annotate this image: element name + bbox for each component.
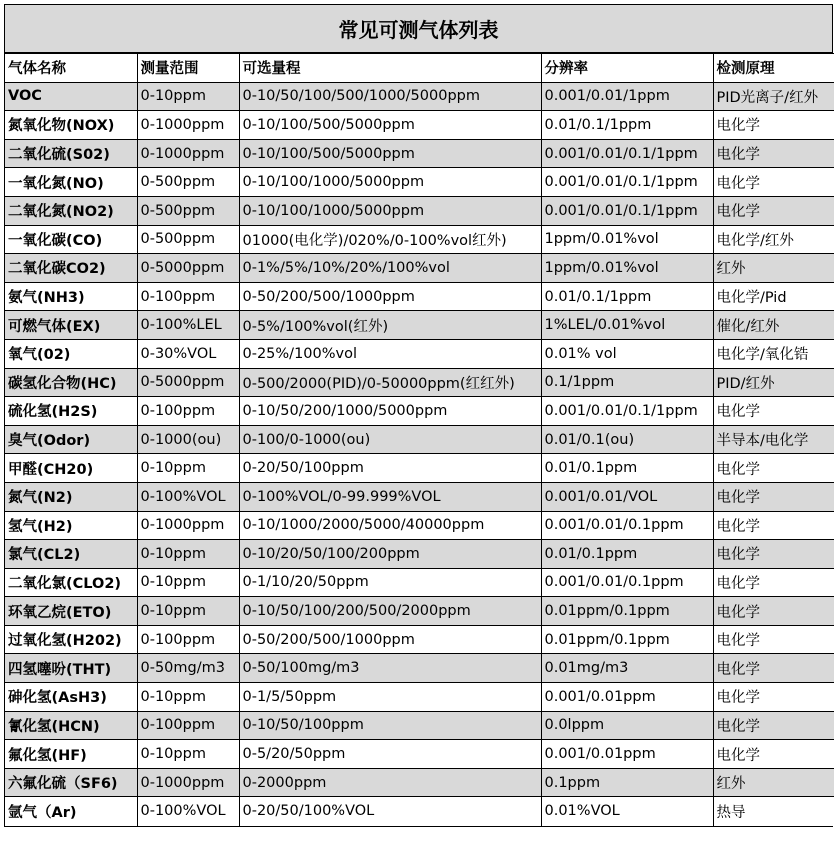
cell-gas-name: 一氧化氮(NO)	[5, 168, 137, 197]
table-row	[5, 768, 834, 797]
cell-gas-name: 氮氧化物(NOX)	[5, 111, 137, 140]
table-row	[5, 711, 834, 740]
cell-measure-range: 0-30%VOL	[137, 339, 239, 368]
table-title: 常见可测气体列表	[5, 5, 832, 53]
cell-measure-range: 0-10ppm	[137, 568, 239, 597]
table-row	[5, 625, 834, 654]
cell-optional-range: 0-1%/5%/10%/20%/100%vol	[239, 254, 541, 283]
cell-gas-name: 硫化氢(H2S)	[5, 397, 137, 426]
cell-measure-range: 0-1000ppm	[137, 511, 239, 540]
cell-principle: 电化学/红外	[713, 225, 834, 254]
table-row	[5, 368, 834, 397]
cell-resolution: 0.01% vol	[541, 339, 713, 368]
cell-measure-range: 0-100%LEL	[137, 311, 239, 340]
table-row	[5, 225, 834, 254]
cell-measure-range: 0-10ppm	[137, 597, 239, 626]
table-row	[5, 139, 834, 168]
cell-gas-name: 氰化氢(HCN)	[5, 711, 137, 740]
cell-principle: 电化学	[713, 568, 834, 597]
cell-measure-range: 0-1000ppm	[137, 111, 239, 140]
cell-measure-range: 0-1000ppm	[137, 139, 239, 168]
cell-optional-range: 0-10/50/100/200/500/2000ppm	[239, 597, 541, 626]
cell-measure-range: 0-100ppm	[137, 711, 239, 740]
cell-optional-range: 0-50/100mg/m3	[239, 654, 541, 683]
cell-principle: 热导	[713, 797, 834, 826]
cell-gas-name: 一氧化碳(CO)	[5, 225, 137, 254]
cell-resolution: 0.01/0.1ppm	[541, 540, 713, 569]
table-row	[5, 597, 834, 626]
cell-optional-range: 0-20/50/100%VOL	[239, 797, 541, 826]
cell-measure-range: 0-500ppm	[137, 168, 239, 197]
cell-measure-range: 0-10ppm	[137, 454, 239, 483]
cell-principle: 红外	[713, 768, 834, 797]
table-row	[5, 425, 834, 454]
cell-optional-range: 0-5%/100%vol(红外)	[239, 311, 541, 340]
table-row	[5, 540, 834, 569]
cell-optional-range: 0-1/10/20/50ppm	[239, 568, 541, 597]
cell-resolution: 0.001/0.01/0.1/1ppm	[541, 397, 713, 426]
cell-resolution: 0.0lppm	[541, 711, 713, 740]
cell-measure-range: 0-1000(ou)	[137, 425, 239, 454]
cell-optional-range: 0-25%/100%vol	[239, 339, 541, 368]
cell-gas-name: 砷化氢(AsH3)	[5, 683, 137, 712]
cell-gas-name: 二氧化硫(S02)	[5, 139, 137, 168]
cell-measure-range: 0-50mg/m3	[137, 654, 239, 683]
cell-gas-name: 氢气(H2)	[5, 511, 137, 540]
cell-measure-range: 0-500ppm	[137, 196, 239, 225]
cell-optional-range: 01000(电化学)/020%/0-100%vol红外)	[239, 225, 541, 254]
cell-gas-name: 氮气(N2)	[5, 482, 137, 511]
cell-optional-range: 0-10/20/50/100/200ppm	[239, 540, 541, 569]
cell-resolution: 0.1ppm	[541, 768, 713, 797]
cell-measure-range: 0-5000ppm	[137, 368, 239, 397]
cell-optional-range: 0-10/50/200/1000/5000ppm	[239, 397, 541, 426]
cell-optional-range: 0-50/200/500/1000ppm	[239, 625, 541, 654]
cell-optional-range: 0-20/50/100ppm	[239, 454, 541, 483]
cell-principle: 红外	[713, 254, 834, 283]
cell-resolution: 0.001/0.01/0.1ppm	[541, 568, 713, 597]
gas-table	[5, 53, 834, 826]
cell-principle: 电化学	[713, 683, 834, 712]
cell-optional-range: 0-10/100/500/5000ppm	[239, 111, 541, 140]
cell-measure-range: 0-1000ppm	[137, 768, 239, 797]
table-row	[5, 282, 834, 311]
cell-principle: 电化学	[713, 196, 834, 225]
cell-principle: PID光离子/红外	[713, 82, 834, 111]
cell-measure-range: 0-500ppm	[137, 225, 239, 254]
table-row	[5, 82, 834, 111]
cell-gas-name: VOC	[5, 82, 137, 111]
cell-measure-range: 0-10ppm	[137, 683, 239, 712]
cell-principle: 电化学	[713, 597, 834, 626]
cell-gas-name: 甲醛(CH20)	[5, 454, 137, 483]
cell-resolution: 0.001/0.01/VOL	[541, 482, 713, 511]
table-row	[5, 511, 834, 540]
cell-measure-range: 0-100ppm	[137, 625, 239, 654]
cell-resolution: 0.01/0.1ppm	[541, 454, 713, 483]
cell-optional-range: 0-10/1000/2000/5000/40000ppm	[239, 511, 541, 540]
cell-principle: 电化学	[713, 139, 834, 168]
cell-principle: 电化学	[713, 625, 834, 654]
cell-gas-name: 氨气(NH3)	[5, 282, 137, 311]
cell-principle: 电化学	[713, 482, 834, 511]
table-row	[5, 797, 834, 826]
cell-principle: PID/红外	[713, 368, 834, 397]
gas-list-sheet	[4, 4, 833, 827]
cell-optional-range: 0-1/5/50ppm	[239, 683, 541, 712]
header-principle: 检测原理	[713, 54, 834, 83]
table-row	[5, 311, 834, 340]
cell-optional-range: 0-10/50/100/500/1000/5000ppm	[239, 82, 541, 111]
cell-optional-range: 0-5/20/50ppm	[239, 740, 541, 769]
cell-resolution: 1ppm/0.01%vol	[541, 225, 713, 254]
cell-gas-name: 二氧化氯(CLO2)	[5, 568, 137, 597]
table-row	[5, 254, 834, 283]
cell-resolution: 0.01/0.1/1ppm	[541, 282, 713, 311]
header-row	[5, 54, 834, 83]
cell-measure-range: 0-100%VOL	[137, 797, 239, 826]
cell-principle: 半导本/电化学	[713, 425, 834, 454]
cell-measure-range: 0-100ppm	[137, 397, 239, 426]
cell-gas-name: 二氧化碳CO2)	[5, 254, 137, 283]
cell-optional-range: 0-50/200/500/1000ppm	[239, 282, 541, 311]
cell-resolution: 0.001/0.01/0.1/1ppm	[541, 196, 713, 225]
cell-principle: 电化学	[713, 454, 834, 483]
cell-gas-name: 氧气(02)	[5, 339, 137, 368]
table-row	[5, 111, 834, 140]
header-optional-range: 可选量程	[239, 54, 541, 83]
cell-principle: 电化学/氧化锆	[713, 339, 834, 368]
cell-gas-name: 环氧乙烷(ETO)	[5, 597, 137, 626]
cell-optional-range: 0-100/0-1000(ou)	[239, 425, 541, 454]
cell-principle: 电化学	[713, 168, 834, 197]
cell-principle: 催化/红外	[713, 311, 834, 340]
table-row	[5, 454, 834, 483]
header-gas-name: 气体名称	[5, 54, 137, 83]
cell-measure-range: 0-100%VOL	[137, 482, 239, 511]
cell-resolution: 0.01%VOL	[541, 797, 713, 826]
cell-resolution: 0.01ppm/0.1ppm	[541, 597, 713, 626]
cell-measure-range: 0-10ppm	[137, 540, 239, 569]
cell-measure-range: 0-10ppm	[137, 740, 239, 769]
cell-gas-name: 臭气(Odor)	[5, 425, 137, 454]
cell-optional-range: 0-10/100/500/5000ppm	[239, 139, 541, 168]
cell-measure-range: 0-5000ppm	[137, 254, 239, 283]
cell-gas-name: 氯气(CL2)	[5, 540, 137, 569]
cell-principle: 电化学	[713, 540, 834, 569]
cell-gas-name: 过氧化氢(H202)	[5, 625, 137, 654]
cell-optional-range: 0-10/100/1000/5000ppm	[239, 168, 541, 197]
cell-principle: 电化学	[713, 711, 834, 740]
cell-gas-name: 碳氢化合物(HC)	[5, 368, 137, 397]
cell-resolution: 0.001/0.01ppm	[541, 740, 713, 769]
cell-resolution: 0.01ppm/0.1ppm	[541, 625, 713, 654]
cell-resolution: 0.001/0.01/0.1ppm	[541, 511, 713, 540]
table-row	[5, 740, 834, 769]
cell-resolution: 1ppm/0.01%vol	[541, 254, 713, 283]
cell-optional-range: 0-500/2000(PID)/0-50000ppm(红红外)	[239, 368, 541, 397]
cell-principle: 电化学	[713, 654, 834, 683]
cell-gas-name: 四氢噻吩(THT)	[5, 654, 137, 683]
table-row	[5, 482, 834, 511]
table-row	[5, 339, 834, 368]
table-row	[5, 196, 834, 225]
cell-gas-name: 二氧化氮(NO2)	[5, 196, 137, 225]
cell-resolution: 0.001/0.01/0.1/1ppm	[541, 168, 713, 197]
header-measure-range: 测量范围	[137, 54, 239, 83]
cell-principle: 电化学	[713, 397, 834, 426]
cell-optional-range: 0-2000ppm	[239, 768, 541, 797]
cell-gas-name: 六氟化硫（SF6)	[5, 768, 137, 797]
cell-resolution: 1%LEL/0.01%vol	[541, 311, 713, 340]
cell-resolution: 0.001/0.01ppm	[541, 683, 713, 712]
cell-principle: 电化学	[713, 740, 834, 769]
header-resolution: 分辨率	[541, 54, 713, 83]
cell-resolution: 0.01/0.1(ou)	[541, 425, 713, 454]
cell-principle: 电化学	[713, 511, 834, 540]
cell-gas-name: 氩气（Ar)	[5, 797, 137, 826]
cell-optional-range: 0-100%VOL/0-99.999%VOL	[239, 482, 541, 511]
table-row	[5, 168, 834, 197]
cell-resolution: 0.001/0.01/0.1/1ppm	[541, 139, 713, 168]
table-row	[5, 568, 834, 597]
table-row	[5, 683, 834, 712]
cell-resolution: 0.01/0.1/1ppm	[541, 111, 713, 140]
cell-gas-name: 氟化氢(HF)	[5, 740, 137, 769]
cell-optional-range: 0-10/100/1000/5000ppm	[239, 196, 541, 225]
cell-measure-range: 0-100ppm	[137, 282, 239, 311]
cell-resolution: 0.1/1ppm	[541, 368, 713, 397]
cell-principle: 电化学/Pid	[713, 282, 834, 311]
cell-resolution: 0.01mg/m3	[541, 654, 713, 683]
cell-optional-range: 0-10/50/100ppm	[239, 711, 541, 740]
table-body	[5, 82, 834, 825]
cell-resolution: 0.001/0.01/1ppm	[541, 82, 713, 111]
cell-principle: 电化学	[713, 111, 834, 140]
cell-gas-name: 可燃气体(EX)	[5, 311, 137, 340]
cell-measure-range: 0-10ppm	[137, 82, 239, 111]
table-row	[5, 654, 834, 683]
table-row	[5, 397, 834, 426]
